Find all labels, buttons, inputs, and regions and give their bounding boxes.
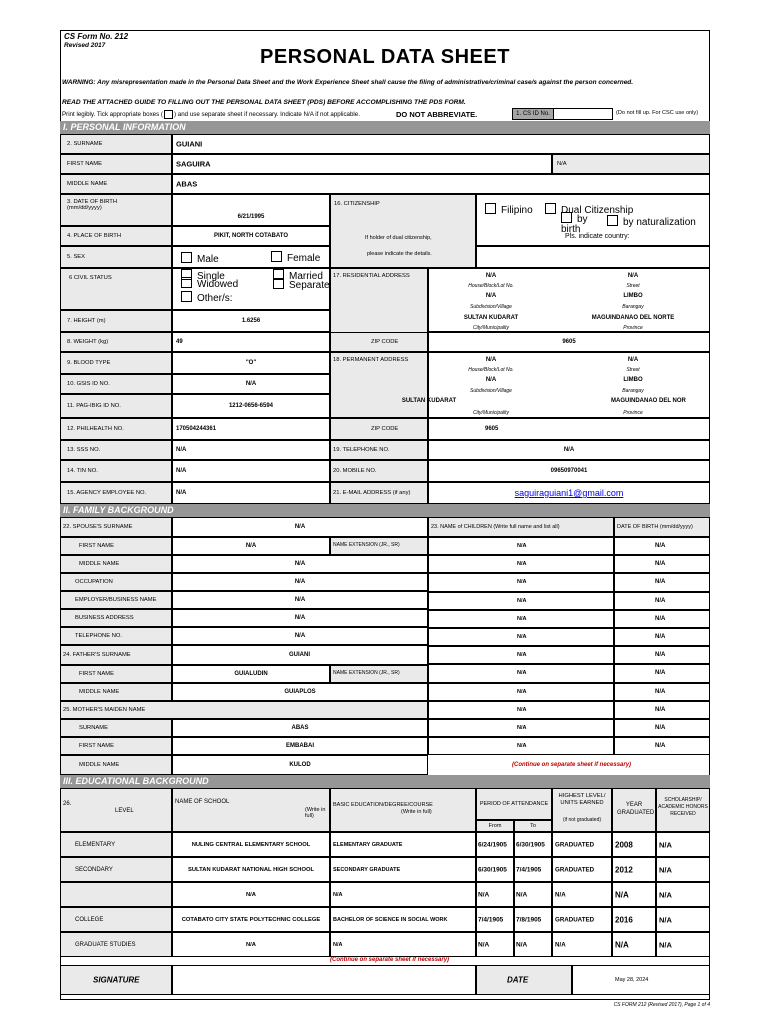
gsis-field[interactable]: N/A — [172, 374, 330, 394]
edu-honors-header: SCHOLARSHIP/ ACADEMIC HONORS RECEIVED — [656, 788, 710, 832]
edu-from-field[interactable]: 6/30/1905 — [476, 857, 514, 882]
edu-course-header: BASIC EDUCATION/DEGREE/COURSE (Write in full) — [330, 788, 476, 832]
children-dob-header: DATE OF BIRTH (mm/dd/yyyy) — [614, 517, 710, 537]
print-instructions-b: ) and use separate sheet if necessary. Indicate N/A if not applicable. — [174, 111, 360, 119]
form-number: CS Form No. 212 — [64, 32, 129, 41]
spouse-first-name-field[interactable]: N/A — [172, 537, 330, 555]
child-name-field[interactable]: N/A — [428, 537, 614, 555]
section-personal-information: I. PERSONAL INFORMATION — [60, 121, 710, 134]
perm-zip-label: ZIP CODE — [330, 418, 428, 440]
email-field[interactable]: saguiraguiani1@gmail.com — [428, 482, 710, 504]
citizenship-filipino-checkbox[interactable]: Filipino — [485, 203, 533, 216]
edu-year-field[interactable]: 2012 — [612, 857, 656, 882]
blood-type-field[interactable]: "O" — [172, 352, 330, 374]
father-first-name-field[interactable]: GUIALUDIN — [172, 665, 330, 683]
edu-course-field[interactable]: N/A — [330, 932, 476, 957]
business-address-label: BUSINESS ADDRESS — [60, 609, 172, 627]
edu-units-header: HIGHEST LEVEL/ UNITS EARNED (if not graduated) — [552, 788, 612, 832]
sex-field — [172, 246, 330, 268]
child-name-field[interactable]: N/A — [428, 719, 614, 737]
surname-label: 2. SURNAME — [60, 134, 172, 154]
education-continue-note: (Continue on separate sheet if necessary) — [330, 957, 450, 963]
civil-single-checkbox[interactable]: Single — [181, 269, 225, 275]
spouse-name-extension-field[interactable]: NAME EXTENSION (JR., SR) — [330, 537, 428, 555]
edu-level-cell: ELEMENTARY — [60, 832, 172, 857]
permanent-address-field[interactable]: N/A N/A House/Block/Lot No. Street N/A LIMBO Subdivision/Village Barangay SULTAN KUDARAT MAGUINDANAO DEL NOR City/Municipality Province — [428, 352, 710, 418]
edu-school-field[interactable]: SULTAN KUDARAT NATIONAL HIGH SCHOOL — [172, 857, 330, 882]
edu-course-field[interactable]: SECONDARY GRADUATE — [330, 857, 476, 882]
cs-id-note: (Do not fill up. For CSC use only) — [616, 110, 699, 116]
spouse-middle-name-label: MIDDLE NAME — [60, 555, 172, 573]
date-field[interactable]: May 28, 2024 — [572, 965, 710, 995]
edu-units-field[interactable]: N/A — [552, 932, 612, 957]
agency-label: 15. AGENCY EMPLOYEE NO. — [60, 482, 172, 504]
signature-label: SIGNATURE — [60, 965, 172, 995]
edu-school-field[interactable]: NULING CENTRAL ELEMENTARY SCHOOL — [172, 832, 330, 857]
mobile-field[interactable]: 09650970041 — [428, 460, 710, 482]
print-instructions — [62, 110, 360, 119]
dob-label: 3. DATE OF BIRTH (mm/dd/yyyy) — [60, 194, 172, 226]
citizenship-note-1: If holder of dual citizenship, — [365, 235, 432, 241]
residential-address-field[interactable]: N/A N/A House/Block/Lot No. Street N/A LIMBO Subdivision/Village Barangay SULTAN KUDARAT MAGUINDANAO DEL NORTE City/Municipality Province — [428, 268, 710, 332]
mother-middle-name-label: MIDDLE NAME — [60, 755, 172, 775]
child-dob-field[interactable]: N/A — [614, 592, 710, 610]
date-label: DATE — [476, 965, 572, 995]
civil-widowed-checkbox[interactable]: Widowed — [181, 277, 238, 290]
middle-name-field[interactable]: ABAS — [172, 174, 710, 194]
child-dob-field[interactable]: N/A — [614, 701, 710, 719]
mother-first-name-label: FIRST NAME — [60, 737, 172, 755]
sex-male-checkbox[interactable]: Male — [181, 252, 219, 265]
edu-level-cell — [60, 882, 172, 907]
child-name-field[interactable]: N/A — [428, 592, 614, 610]
civil-separated-checkbox[interactable]: Separate — [273, 278, 330, 291]
sss-field[interactable]: N/A — [172, 440, 330, 460]
edu-units-field[interactable]: N/A — [552, 882, 612, 907]
child-name-field[interactable]: N/A — [428, 737, 614, 755]
father-surname-label: 24. FATHER'S SURNAME — [60, 645, 172, 665]
child-dob-field[interactable]: N/A — [614, 683, 710, 701]
agency-field[interactable]: N/A — [172, 482, 330, 504]
child-dob-field[interactable]: N/A — [614, 664, 710, 682]
mother-first-name-field[interactable]: EMBABAI — [172, 737, 428, 755]
edu-course-field[interactable]: N/A — [330, 882, 476, 907]
edu-to-field[interactable]: 7/8/1905 — [514, 907, 552, 932]
height-label: 7. HEIGHT (m) — [60, 310, 172, 332]
revised-label: Revised 2017 — [64, 42, 106, 49]
business-address-field[interactable]: N/A — [172, 609, 428, 627]
edu-units-field[interactable]: GRADUATED — [552, 907, 612, 932]
edu-year-field[interactable]: 2008 — [612, 832, 656, 857]
spouse-surname-label: 22. SPOUSE'S SURNAME — [60, 517, 172, 537]
permanent-address-label: 18. PERMANENT ADDRESS — [330, 352, 428, 418]
page-title: PERSONAL DATA SHEET — [260, 46, 510, 68]
edu-year-field[interactable]: N/A — [612, 882, 656, 907]
form-page-note: CS FORM 212 (Revised 2017), Page 1 of 4 — [613, 1002, 710, 1008]
edu-to-field[interactable]: 7/4/1905 — [514, 857, 552, 882]
philhealth-label: 12. PHILHEALTH NO. — [60, 418, 172, 440]
pob-label: 4. PLACE OF BIRTH — [60, 226, 172, 246]
edu-course-field[interactable]: ELEMENTARY GRADUATE — [330, 832, 476, 857]
civil-status-field — [172, 268, 330, 310]
edu-honors-field[interactable]: N/A — [656, 832, 710, 857]
child-name-field[interactable]: N/A — [428, 573, 614, 591]
mother-middle-name-field[interactable]: KULOD — [172, 755, 428, 775]
pagibig-field[interactable]: 1212-0656-6594 — [172, 394, 330, 418]
first-name-label: FIRST NAME — [60, 154, 172, 174]
edu-honors-field[interactable]: N/A — [656, 932, 710, 957]
child-name-field[interactable]: N/A — [428, 646, 614, 664]
child-dob-field[interactable]: N/A — [614, 719, 710, 737]
gsis-label: 10. GSIS ID NO. — [60, 374, 172, 394]
child-dob-field[interactable]: N/A — [614, 537, 710, 555]
telephone-no-field[interactable]: N/A — [172, 627, 428, 645]
residential-address-label: 17. RESIDENTIAL ADDRESS — [330, 268, 428, 352]
citizenship-by-naturalization-checkbox[interactable]: by naturalization — [607, 215, 696, 228]
father-first-name-label: FIRST NAME — [60, 665, 172, 683]
edu-from-field[interactable]: N/A — [476, 882, 514, 907]
child-name-field[interactable]: N/A — [428, 664, 614, 682]
spouse-surname-field[interactable]: N/A — [172, 517, 428, 537]
edu-school-field[interactable]: COTABATO CITY STATE POLYTECHNIC COLLEGE — [172, 907, 330, 932]
citizenship-by-birth-checkbox[interactable]: by birth — [561, 214, 588, 235]
do-not-abbreviate: DO NOT ABBREVIATE. — [396, 110, 478, 119]
occupation-label: OCCUPATION — [60, 573, 172, 591]
section-family-background: II. FAMILY BACKGROUND — [60, 504, 710, 517]
father-surname-field[interactable]: GUIANI — [172, 645, 428, 665]
sss-label: 13. SSS NO. — [60, 440, 172, 460]
pagibig-label: 11. PAG-IBIG ID NO. — [60, 394, 172, 418]
weight-label: 8. WEIGHT (kg) — [60, 332, 172, 352]
spouse-first-name-label: FIRST NAME — [60, 537, 172, 555]
warning-text: WARNING: Any misrepresentation made in the Personal Data Sheet and the Work Experience Sheet shall cause the filing of administrative/criminal case/s against the person concerned. — [62, 79, 634, 86]
employer-label: EMPLOYER/BUSINESS NAME — [60, 591, 172, 609]
father-middle-name-field[interactable]: GUIAPLOS — [172, 683, 428, 701]
edu-to-field[interactable]: N/A — [514, 932, 552, 957]
perm-zip-field[interactable]: 9605 — [428, 418, 710, 440]
edu-from-field[interactable]: N/A — [476, 932, 514, 957]
weight-field[interactable]: 49 — [172, 332, 330, 352]
child-dob-field[interactable]: N/A — [614, 628, 710, 646]
edu-to-field[interactable]: 6/30/1905 — [514, 832, 552, 857]
edu-year-header: YEAR GRADUATED — [612, 788, 656, 832]
signature-field[interactable] — [172, 965, 476, 995]
citizenship-note-2: please indicate the details. — [367, 251, 432, 257]
father-name-extension-field[interactable]: NAME EXTENSION (JR., SR) — [330, 665, 428, 683]
pob-field[interactable]: PIKIT, NORTH COTABATO — [172, 226, 330, 246]
citizenship-country-label: Pls. indicate country: — [565, 233, 630, 240]
philhealth-field[interactable]: 170504244361 — [172, 418, 330, 440]
citizenship-country-field[interactable] — [476, 246, 710, 268]
edu-school-header: NAME OF SCHOOL (Write in full) — [172, 788, 330, 832]
mother-surname-label: SURNAME — [60, 719, 172, 737]
middle-name-label: MIDDLE NAME — [60, 174, 172, 194]
citizenship-label: 16. CITIZENSHIP If holder of dual citizenship, please indicate the details. — [330, 194, 476, 268]
civil-married-checkbox[interactable]: Married — [273, 269, 323, 275]
edu-to-field[interactable]: N/A — [514, 882, 552, 907]
edu-school-field[interactable]: N/A — [172, 882, 330, 907]
blood-type-label: 9. BLOOD TYPE — [60, 352, 172, 374]
father-middle-name-label: MIDDLE NAME — [60, 683, 172, 701]
civil-others-checkbox[interactable]: Other/s: — [181, 291, 233, 304]
edu-level-cell: SECONDARY — [60, 857, 172, 882]
cs-id-field[interactable] — [553, 108, 613, 120]
section-educational-background: III. EDUCATIONAL BACKGROUND — [60, 775, 710, 788]
height-field[interactable]: 1.6256 — [172, 310, 330, 332]
edu-course-field[interactable]: BACHELOR OF SCIENCE IN SOCIAL WORK — [330, 907, 476, 932]
child-name-field[interactable]: N/A — [428, 555, 614, 573]
edu-from-field[interactable]: 7/4/1905 — [476, 907, 514, 932]
edu-level-cell: COLLEGE — [60, 907, 172, 932]
edu-honors-field[interactable]: N/A — [656, 882, 710, 907]
child-name-field[interactable]: N/A — [428, 701, 614, 719]
tin-label: 14. TIN NO. — [60, 460, 172, 482]
telephone-no-label: TELEPHONE NO. — [60, 627, 172, 645]
name-extension-field[interactable]: N/A — [552, 154, 710, 174]
mobile-label: 20. MOBILE NO. — [330, 460, 428, 482]
employer-field[interactable]: N/A — [172, 591, 428, 609]
citizenship-field — [476, 194, 710, 246]
telephone-label: 19. TELEPHONE NO. — [330, 440, 428, 460]
edu-period-header: PERIOD OF ATTENDANCE — [476, 788, 552, 820]
tin-field[interactable]: N/A — [172, 460, 330, 482]
family-continue-note: (Continue on separate sheet if necessary) — [512, 762, 632, 768]
res-zip-field[interactable]: 9605 — [428, 332, 710, 352]
tick-box-icon — [164, 110, 173, 119]
edu-school-field[interactable]: N/A — [172, 932, 330, 957]
citizenship-dual-checkbox[interactable]: Dual Citizenship — [545, 203, 633, 213]
child-name-field[interactable]: N/A — [428, 610, 614, 628]
children-name-header: 23. NAME of CHILDREN (Write full name and list all) — [428, 517, 614, 537]
child-name-field[interactable]: N/A — [428, 628, 614, 646]
sex-female-checkbox[interactable]: Female — [271, 251, 320, 264]
spouse-middle-name-field[interactable]: N/A — [172, 555, 428, 573]
edu-to-header: To — [514, 820, 552, 832]
civil-status-label: 6 CIVIL STATUS — [60, 268, 172, 310]
edu-from-header: From — [476, 820, 514, 832]
edu-honors-field[interactable]: N/A — [656, 907, 710, 932]
mother-surname-field[interactable]: ABAS — [172, 719, 428, 737]
edu-year-field[interactable]: 2016 — [612, 907, 656, 932]
child-dob-field[interactable]: N/A — [614, 610, 710, 628]
child-name-field[interactable]: N/A — [428, 683, 614, 701]
personal-data-sheet — [60, 30, 710, 1008]
edu-level-header: 26. LEVEL — [60, 788, 172, 832]
surname-field[interactable]: GUIANI — [172, 134, 710, 154]
mother-maiden-name-label: 25. MOTHER'S MAIDEN NAME — [60, 701, 428, 719]
child-dob-field[interactable]: N/A — [614, 573, 710, 591]
child-dob-field[interactable]: N/A — [614, 555, 710, 573]
occupation-field[interactable]: N/A — [172, 573, 428, 591]
read-guide-text: READ THE ATTACHED GUIDE TO FILLING OUT THE PERSONAL DATA SHEET (PDS) BEFORE ACCOMPLISHING THE PDS FORM. — [62, 99, 466, 106]
edu-from-field[interactable]: 6/24/1905 — [476, 832, 514, 857]
res-zip-label: ZIP CODE — [330, 332, 428, 352]
cs-id-label: 1. CS ID No. — [512, 108, 554, 120]
print-instructions-a: Print legibly. Tick appropriate boxes ( — [62, 111, 163, 119]
telephone-field[interactable]: N/A — [428, 440, 710, 460]
edu-units-field[interactable]: GRADUATED — [552, 832, 612, 857]
child-dob-field[interactable]: N/A — [614, 646, 710, 664]
edu-year-field[interactable]: N/A — [612, 932, 656, 957]
edu-honors-field[interactable]: N/A — [656, 857, 710, 882]
sex-label: 5. SEX — [60, 246, 172, 268]
child-dob-field[interactable]: N/A — [614, 737, 710, 755]
email-label: 21. E-MAIL ADDRESS (if any) — [330, 482, 428, 504]
edu-level-cell: GRADUATE STUDIES — [60, 932, 172, 957]
first-name-field[interactable]: SAGUIRA — [172, 154, 552, 174]
dob-field[interactable]: 6/21/1995 — [172, 194, 330, 226]
edu-units-field[interactable]: GRADUATED — [552, 857, 612, 882]
